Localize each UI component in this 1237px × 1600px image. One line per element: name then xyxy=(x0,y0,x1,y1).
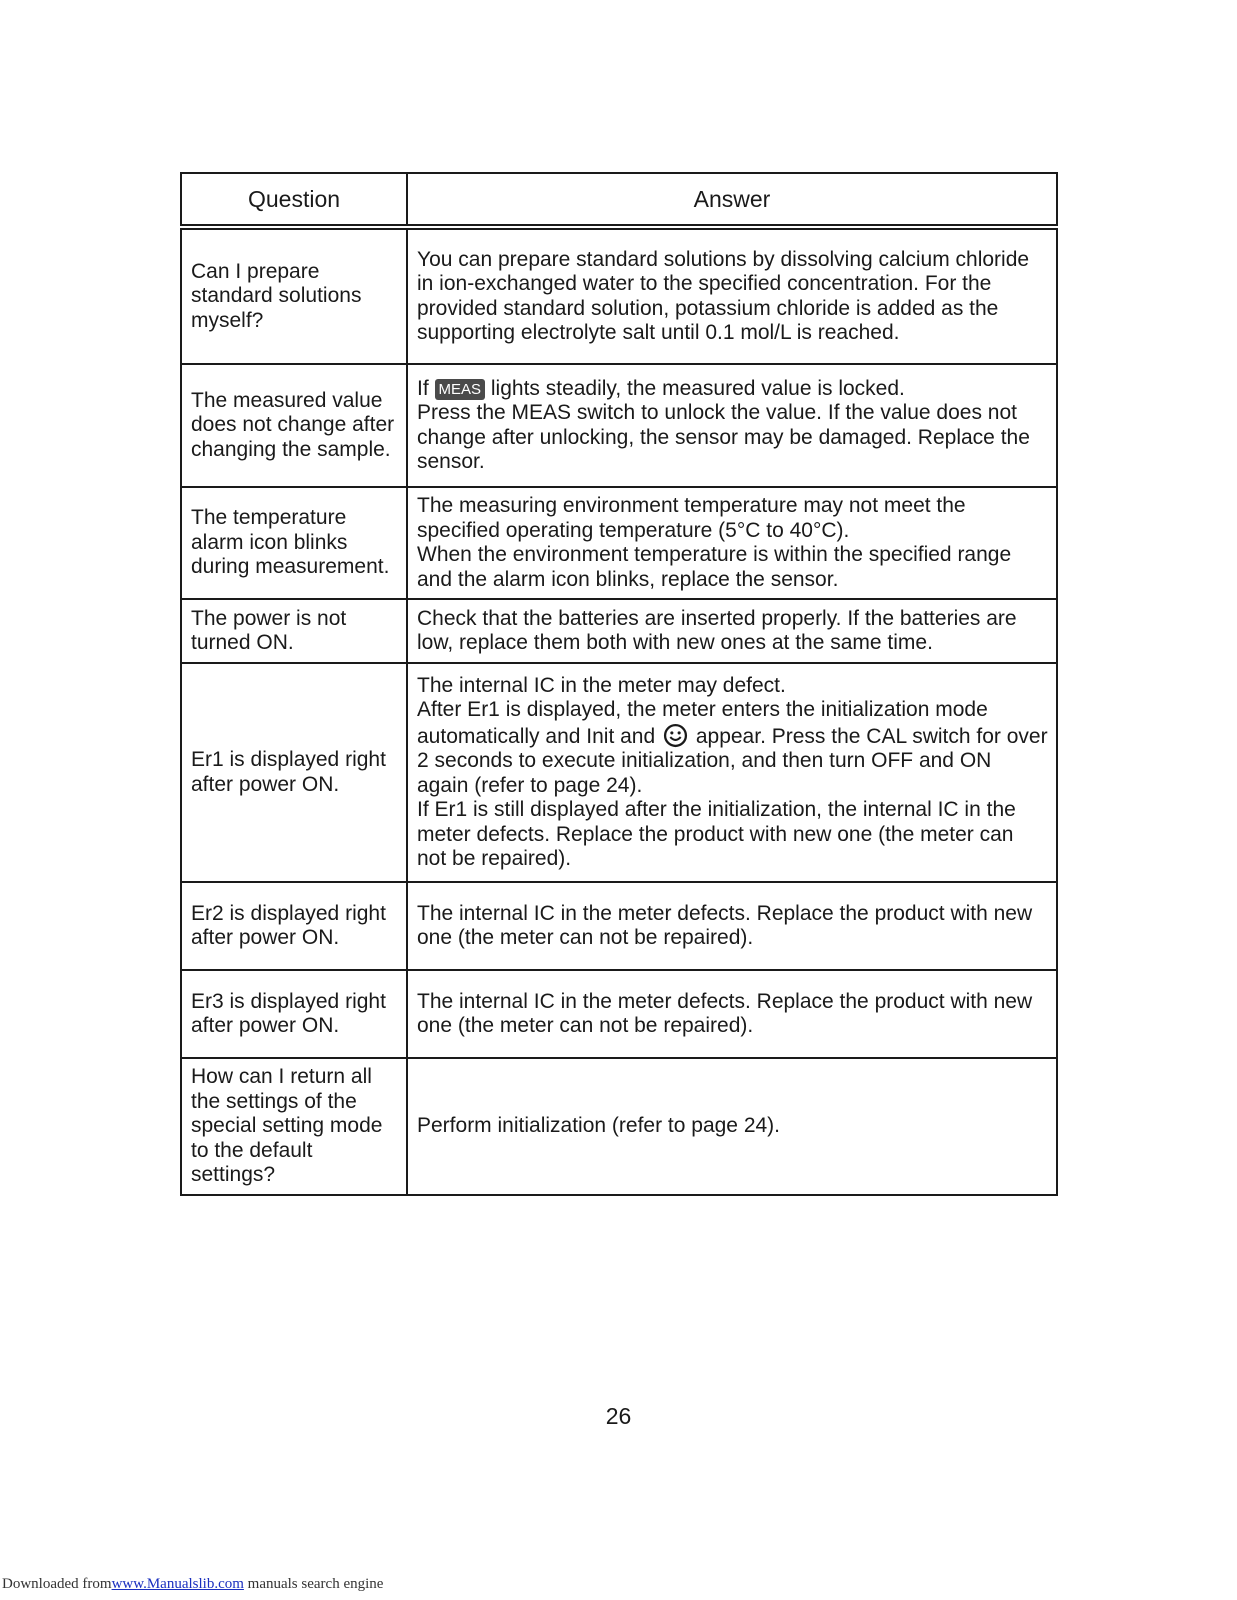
question-cell: Er1 is displayed right after power ON. xyxy=(181,663,407,882)
table-row xyxy=(181,663,1057,882)
answer-text: lights steadily, the measured value is locked. xyxy=(490,376,905,400)
smiley-face-icon xyxy=(663,723,688,748)
answer-text: If Er1 is still displayed after the initialization, the internal IC in the meter defects. Replace the product with new one (the meter can not be repaired). xyxy=(417,798,1016,870)
answer-text: appear. Press the CAL switch for over 2 seconds to execute initialization, and then turn OFF and ON again (refer to page 24). xyxy=(417,724,1048,797)
answer-cell xyxy=(407,487,1057,599)
answer-cell xyxy=(407,663,1057,882)
header-row xyxy=(181,173,1057,227)
answer-text: The measuring environment temperature may not meet the specified operating temperature (5°C to 40°C). xyxy=(417,494,966,542)
table-row xyxy=(181,599,1057,663)
table-row xyxy=(181,364,1057,487)
question-cell: The temperature alarm icon blinks during measurement. xyxy=(181,487,407,599)
answer-cell: You can prepare standard solutions by dissolving calcium chloride in ion-exchanged water to the specified concentration. For the provided standard solution, potassium chloride is added as the supporting electrolyte salt until 0.1 mol/L is reached. xyxy=(407,227,1057,364)
question-header: Question xyxy=(181,173,407,227)
answer-cell xyxy=(407,364,1057,487)
question-cell: How can I return all the settings of the special setting mode to the default settings? xyxy=(181,1058,407,1195)
footer xyxy=(2,1576,383,1593)
answer-cell: The internal IC in the meter defects. Replace the product with new one (the meter can not be repaired). xyxy=(407,970,1057,1058)
table-row xyxy=(181,227,1057,364)
faq-table xyxy=(180,172,1058,1196)
answer-header: Answer xyxy=(407,173,1057,227)
answer-text: The internal IC in the meter may defect. xyxy=(417,673,786,697)
table-row xyxy=(181,1058,1057,1195)
question-cell: Er2 is displayed right after power ON. xyxy=(181,882,407,970)
manualslib-link[interactable]: www.Manualslib.com xyxy=(111,1576,244,1592)
question-cell: Er3 is displayed right after power ON. xyxy=(181,970,407,1058)
answer-cell: Perform initialization (refer to page 24). xyxy=(407,1058,1057,1195)
question-cell: The measured value does not change after changing the sample. xyxy=(181,364,407,487)
table-row xyxy=(181,970,1057,1058)
answer-text: When the environment temperature is within the specified range and the alarm icon blinks, replace the sensor. xyxy=(417,543,1012,591)
page-number: 26 xyxy=(605,1403,632,1429)
question-cell: The power is not turned ON. xyxy=(181,599,407,663)
footer-prefix: Downloaded from xyxy=(2,1576,112,1592)
answer-text: Press the MEAS switch to unlock the value. If the value does not change after unlocking, the sensor may be damaged. Replace the sensor. xyxy=(417,401,1030,473)
meas-indicator-icon: MEAS xyxy=(435,379,486,400)
answer-text: If xyxy=(417,376,429,400)
table-row xyxy=(181,487,1057,599)
answer-text: After Er1 is displayed, the meter enters the initialization mode automatically and Init and xyxy=(417,698,988,748)
table-row xyxy=(181,882,1057,970)
answer-cell: Check that the batteries are inserted properly. If the batteries are low, replace them both with new ones at the same time. xyxy=(407,599,1057,663)
footer-suffix: manuals search engine xyxy=(247,1576,384,1592)
question-cell: Can I prepare standard solutions myself? xyxy=(181,227,407,364)
answer-cell: The internal IC in the meter defects. Replace the product with new one (the meter can not be repaired). xyxy=(407,882,1057,970)
